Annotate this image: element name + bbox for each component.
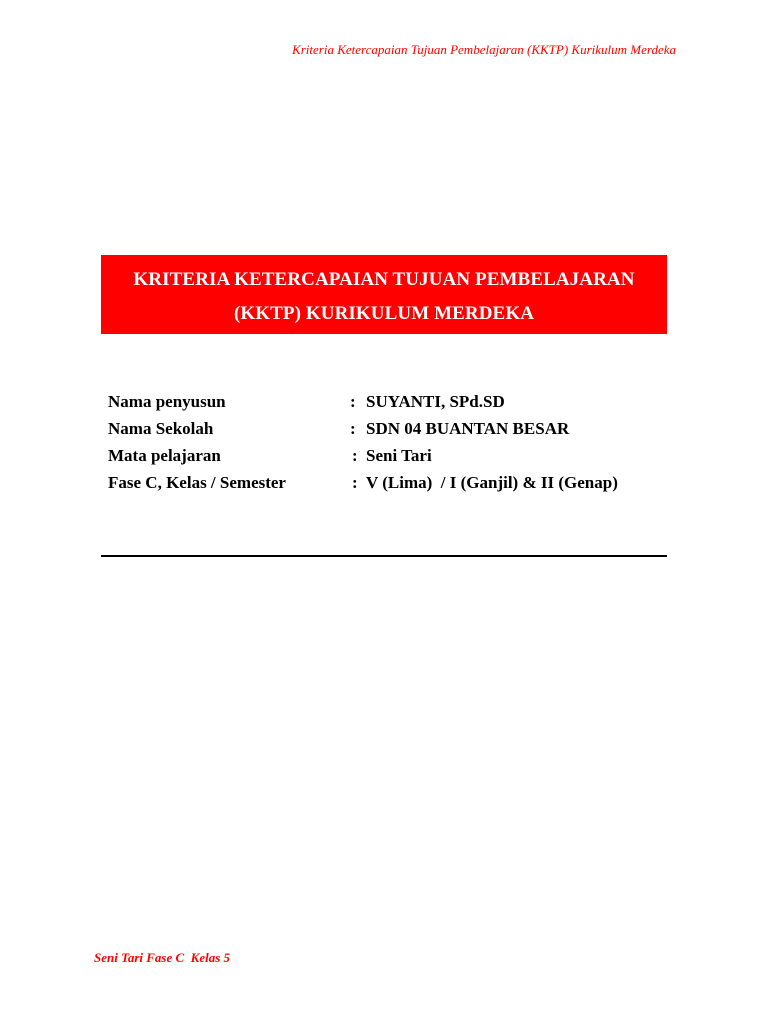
- document-title-line-2: (KKTP) KURIKULUM MERDEKA: [233, 303, 535, 324]
- document-title-line-1: KRITERIA KETERCAPAIAN TUJUAN PEMBELAJARAN: [133, 269, 635, 290]
- info-colon: :: [350, 419, 356, 438]
- horizontal-divider: [101, 555, 667, 557]
- info-label: Nama Sekolah: [108, 419, 214, 438]
- info-row-phase-class-semester: [108, 473, 668, 500]
- document-title-banner: [101, 255, 667, 334]
- info-row-author: [108, 392, 668, 419]
- info-label: Fase C, Kelas / Semester: [108, 473, 286, 492]
- info-value: SUYANTI, SPd.SD: [366, 392, 505, 411]
- page-header-note: Kriteria Ketercapaian Tujuan Pembelajaran (KKTP) Kurikulum Merdeka: [292, 42, 676, 57]
- info-label: Mata pelajaran: [108, 446, 221, 465]
- document-info-table: [108, 392, 668, 500]
- info-row-school: [108, 419, 668, 446]
- info-value: SDN 04 BUANTAN BESAR: [366, 419, 570, 438]
- info-label: Nama penyusun: [108, 392, 226, 411]
- info-colon: :: [350, 392, 356, 411]
- info-colon: :: [352, 446, 358, 465]
- info-colon: :: [352, 473, 358, 492]
- page-footer-note: Seni Tari Fase C Kelas 5: [94, 950, 231, 965]
- info-row-subject: [108, 446, 668, 473]
- info-value: V (Lima) / I (Ganjil) & II (Genap): [366, 473, 618, 492]
- info-value: Seni Tari: [366, 446, 432, 465]
